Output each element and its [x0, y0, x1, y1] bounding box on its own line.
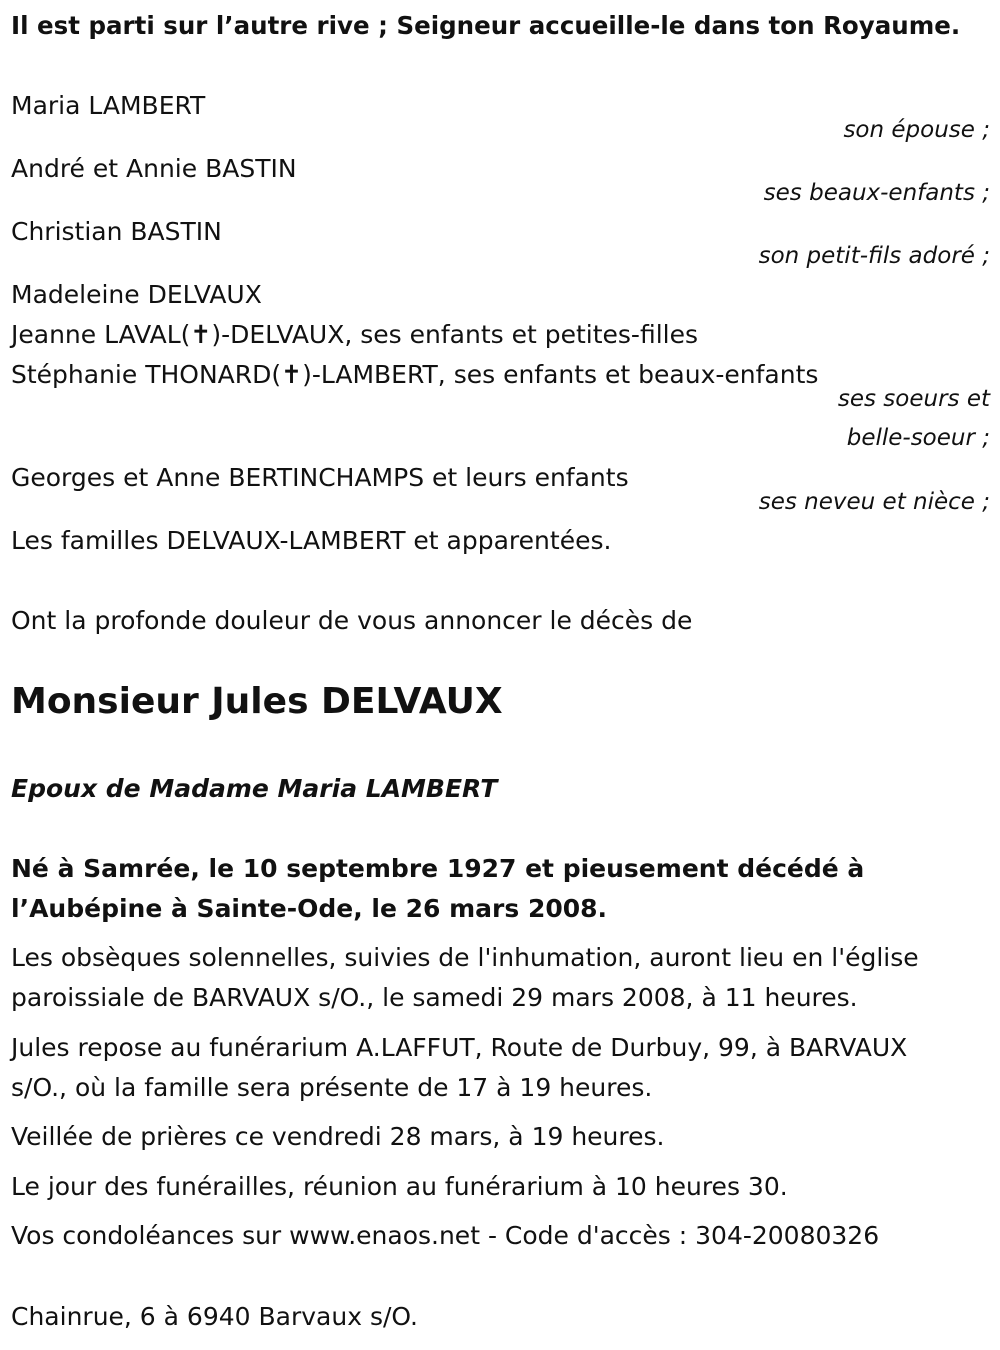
family-member-maria: Maria LAMBERT	[11, 91, 206, 120]
relation-label-spouse: son épouse ;	[843, 117, 990, 143]
birth-death-line-1: Né à Samrée, le 10 septembre 1927 et pieusement décédé à	[11, 854, 865, 883]
spouse-line: Epoux de Madame Maria LAMBERT	[11, 774, 498, 803]
funeral-line-1: Les obsèques solennelles, suivies de l'inhumation, auront lieu en l'église	[11, 943, 919, 972]
relation-label-sister-in-law: belle-soeur ;	[846, 425, 990, 451]
family-member-christian: Christian BASTIN	[11, 217, 222, 246]
family-member-stephanie: Stéphanie THONARD(✝)-LAMBERT, ses enfants et beaux-enfants	[11, 360, 819, 389]
relation-label-sisters: ses soeurs et	[837, 386, 990, 412]
vigil-line: Veillée de prières ce vendredi 28 mars, à 19 heures.	[11, 1122, 665, 1151]
address-line: Chainrue, 6 à 6940 Barvaux s/O.	[11, 1302, 419, 1331]
meeting-line: Le jour des funérailles, réunion au funérarium à 10 heures 30.	[11, 1172, 788, 1201]
families-line: Les familles DELVAUX-LAMBERT et apparentées.	[11, 526, 612, 555]
relation-label-grandson: son petit-fils adoré ;	[758, 243, 990, 269]
family-member-georges-anne: Georges et Anne BERTINCHAMPS et leurs enfants	[11, 463, 629, 492]
family-member-jeanne: Jeanne LAVAL(✝)-DELVAUX, ses enfants et petites-filles	[11, 320, 698, 349]
relation-label-stepchildren: ses beaux-enfants ;	[763, 180, 990, 206]
family-member-madeleine: Madeleine DELVAUX	[11, 280, 262, 309]
relation-label-nephew-niece: ses neveu et nièce ;	[758, 489, 990, 515]
condolences-line: Vos condoléances sur www.enaos.net - Code d'accès : 304-20080326	[11, 1221, 880, 1250]
announcement: Ont la profonde douleur de vous annoncer le décès de	[11, 606, 693, 635]
family-member-andre-annie: André et Annie BASTIN	[11, 154, 297, 183]
funeral-line-2: paroissiale de BARVAUX s/O., le samedi 29 mars 2008, à 11 heures.	[11, 983, 858, 1012]
rest-line-1: Jules repose au funérarium A.LAFFUT, Route de Durbuy, 99, à BARVAUX	[11, 1033, 908, 1062]
birth-death-line-2: l’Aubépine à Sainte-Ode, le 26 mars 2008.	[11, 894, 608, 923]
rest-line-2: s/O., où la famille sera présente de 17 à 19 heures.	[11, 1073, 653, 1102]
epigraph: Il est parti sur l’autre rive ; Seigneur accueille-le dans ton Royaume.	[11, 11, 961, 40]
deceased-name: Monsieur Jules DELVAUX	[11, 681, 503, 722]
